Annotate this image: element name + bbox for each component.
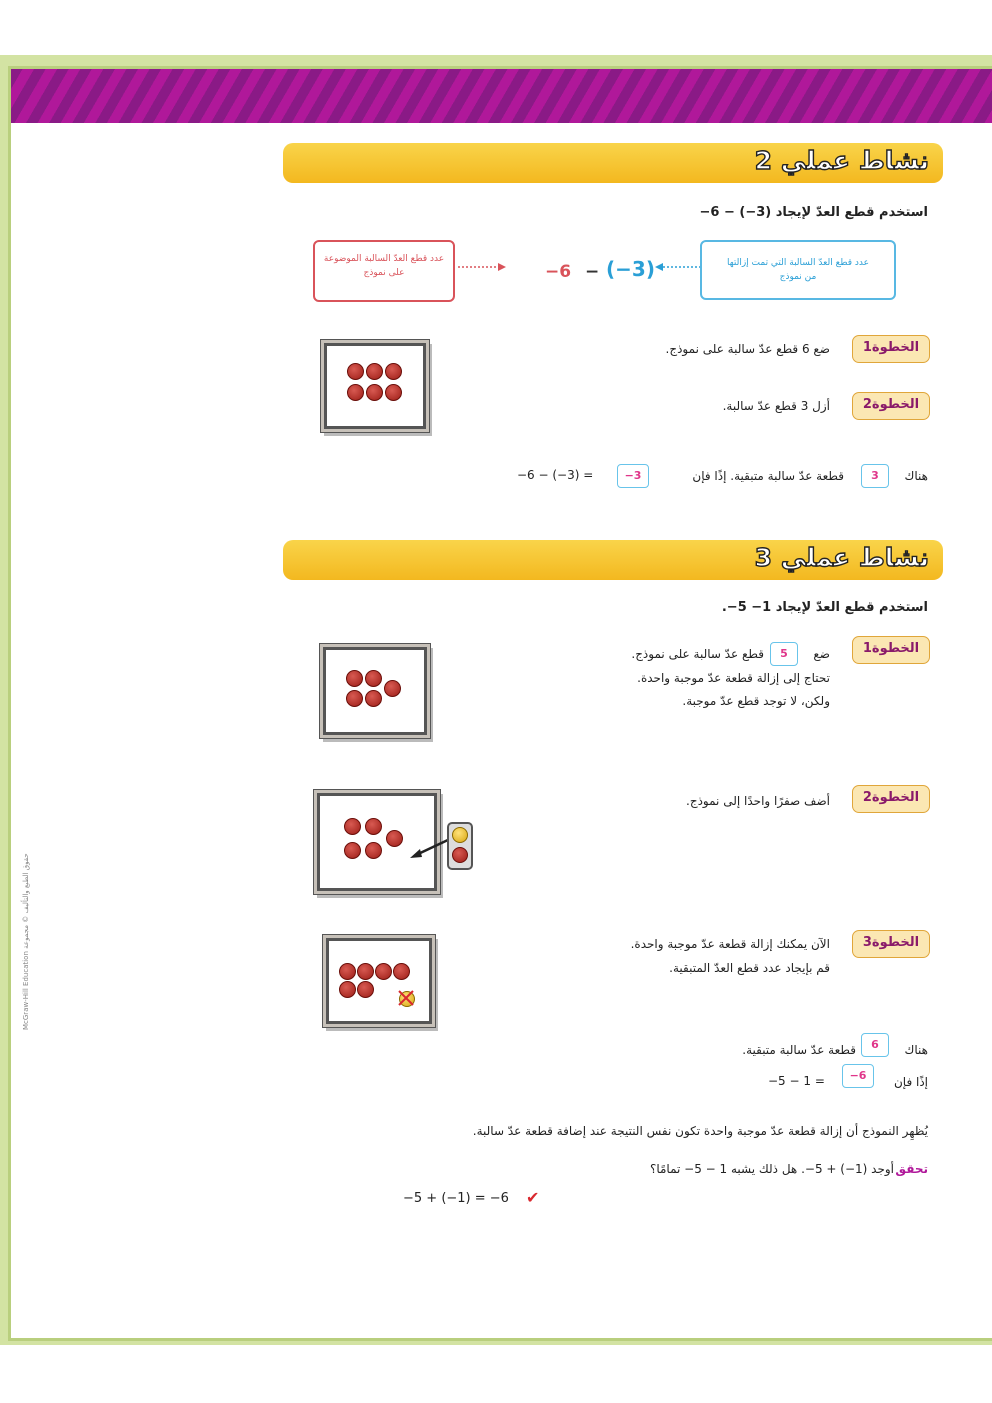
activity3-mat-step3: [326, 938, 432, 1024]
activity2-step1-text: ضع 6 قطع عدّ سالبة على نموذج.: [665, 342, 830, 356]
negative-counter: [385, 363, 402, 380]
negative-counter: [357, 981, 374, 998]
add-zero-pair-arrow: [408, 835, 452, 861]
cross-out-icon: [397, 989, 415, 1007]
negative-counter: [385, 384, 402, 401]
activity2-step2-text: أزل 3 قطع عدّ سالبة.: [722, 399, 830, 413]
activity3-step1-line2: تحتاج إلى إزالة قطعة عدّ موجبة واحدة.: [637, 671, 830, 685]
activity2-step2-badge: الخطوة2: [852, 392, 930, 420]
negative-counter: [344, 842, 361, 859]
activity2-result-mid: قطعة عدّ سالبة متبقية. إذًا فإن: [692, 469, 844, 483]
activity2-step1-badge: الخطوة1: [852, 335, 930, 363]
activity2-result-prefix: هناك: [904, 469, 928, 483]
activity3-step3-badge: الخطوة3: [852, 930, 930, 958]
copyright-credit: McGraw-Hill Education حقوق الطبع والتأليف © مجموعة: [22, 853, 30, 1030]
arrow-to-note-left: [458, 262, 506, 272]
header-stripe-band: [11, 69, 992, 123]
activity3-result-suffix: قطعة عدّ سالبة متبقية.: [742, 1043, 856, 1057]
activity3-instruction: استخدم قطع العدّ لإيجاد 1− 5−.: [721, 600, 928, 615]
negative-counter: [344, 818, 361, 835]
activity3-step2-badge: الخطوة2: [852, 785, 930, 813]
activity3-step1-a: ضع: [813, 647, 830, 661]
activity3-mat-step1: [323, 647, 427, 735]
activity3-step1-line3: ولكن، لا توجد قطع عدّ موجبة.: [682, 694, 830, 708]
negative-counter: [393, 963, 410, 980]
activity3-step2-text: أضف صفرًا واحدًا إلى نموذج.: [686, 794, 830, 808]
negative-counter: [375, 963, 392, 980]
negative-counter: [365, 818, 382, 835]
activity3-step1-count: 5: [770, 642, 798, 666]
activity2-title: نشاط عملي 2: [754, 146, 929, 175]
expr-minus-sign: −: [585, 262, 600, 282]
activity3-step1-b: قطع عدّ سالبة على نموذج.: [631, 647, 764, 661]
activity3-result-prefix: هناك: [904, 1043, 928, 1057]
activity3-title-bar: [283, 540, 943, 580]
positive-counter: [452, 827, 468, 843]
activity3-step3-line2: قم بإيجاد عدد قطع العدّ المتبقية.: [669, 961, 830, 975]
negative-counter: [384, 680, 401, 697]
negative-counter: [346, 670, 363, 687]
activity3-title: نشاط عملي 3: [754, 543, 929, 572]
negative-counter: [357, 963, 374, 980]
activity2-result-answer: −3: [617, 464, 649, 488]
activity2-result-count: 3: [861, 464, 889, 488]
negative-counter: [365, 842, 382, 859]
check-label: تحقق: [895, 1162, 928, 1176]
activity2-counter-mat: [324, 343, 426, 429]
check-equation: −5 + (−1) = −6: [403, 1191, 509, 1206]
negative-counter: [365, 690, 382, 707]
note-negative-removed: عدد قطع العدّ السالبة التي تمت إزالتها من نموذج: [700, 240, 896, 300]
activity3-step1-badge: الخطوة1: [852, 636, 930, 664]
activity2-result-equation: −6 − (−3) =: [517, 468, 594, 482]
negative-counter: [339, 981, 356, 998]
activity3-summary: يُظهِر النموذج أن إزالة قطعة عدّ موجبة واحدة تكون نفس النتيجة عند إضافة قطعة عدّ سالبة.: [472, 1124, 928, 1138]
negative-counter: [366, 384, 383, 401]
checkmark-icon: ✔: [526, 1188, 540, 1207]
negative-counter: [347, 384, 364, 401]
check-text: أوجد (1−) + 5−. هل ذلك يشبه 1 − 5− تمامًا؟: [649, 1162, 894, 1176]
expr-subtrahend: (−3): [606, 257, 655, 281]
activity3-result-count: 6: [861, 1033, 889, 1057]
negative-counter: [346, 690, 363, 707]
negative-counter: [365, 670, 382, 687]
activity2-instruction: استخدم قطع العدّ لإيجاد (3−) − 6−: [699, 205, 928, 220]
zero-pair: [447, 822, 473, 870]
negative-counter: [366, 363, 383, 380]
activity3-step3-line1: الآن يمكنك إزالة قطعة عدّ موجبة واحدة.: [630, 937, 830, 951]
negative-counter: [339, 963, 356, 980]
negative-counter: [452, 847, 468, 863]
activity3-so-equation: −5 − 1 =: [768, 1074, 825, 1088]
activity2-title-bar: [283, 143, 943, 183]
negative-counter: [347, 363, 364, 380]
expr-minuend: −6: [545, 262, 572, 282]
arrow-to-note-right: [655, 262, 701, 272]
note-negative-placed: عدد قطع العدّ السالبة الموضوعة على نموذج: [313, 240, 455, 302]
negative-counter: [386, 830, 403, 847]
activity3-so-answer: −6: [842, 1064, 874, 1088]
activity3-so-prefix: إذًا فإن: [893, 1075, 928, 1089]
